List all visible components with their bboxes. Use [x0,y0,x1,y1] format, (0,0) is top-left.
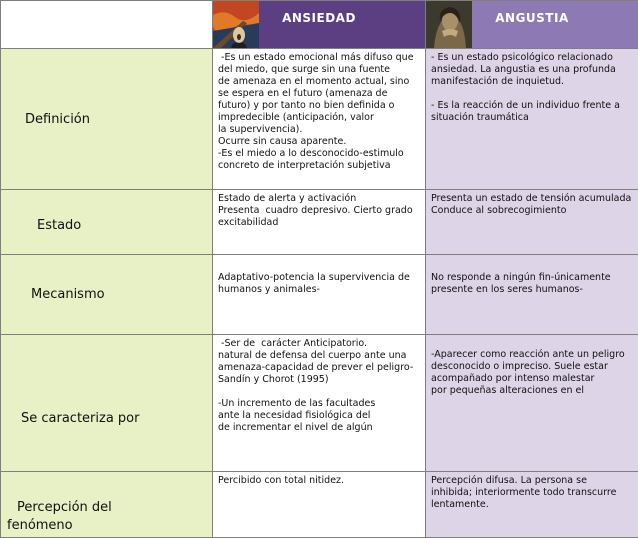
row-label-mecanismo: Mecanismo [1,255,213,335]
row-label-se-caracteriza-por: Se caracteriza por [1,335,213,472]
header-row [1,1,638,49]
cell-definicion-ansiedad: -Es un estado emocional más difuso que del miedo, que surge sin una fuente de amenaza en el momento actual, sino se espera en el futuro (amenaza de futuro) y por tanto no bien definida o impredecible (anticipación, valor la supervivencia). Ocurre sin causa aparente. -Es el miedo a lo desconocido-estimulo concreto de interpretación subjetiva [213,49,426,190]
cell-caracteriza-angustia: -Aparecer como reacción ante un peligro desconocido o impreciso. Suele estar acompañado por intenso malestar por pequeñas alteraciones en el [426,335,638,472]
row-label-definicion: Definición [1,49,213,190]
header-angustia [426,1,638,49]
table-row [1,190,638,255]
scream-painting-thumbnail [213,1,259,48]
row-label-estado: Estado [1,190,213,255]
cell-estado-ansiedad: Estado de alerta y activación Presenta cuadro depresivo. Cierto grado excitabilidad [213,190,426,255]
table-row [1,49,638,190]
cell-definicion-angustia: - Es un estado psicológico relacionado ansiedad. La angustia es una profunda manifestación de inquietud. - Es la reacción de un individuo frente a situación traumática [426,49,638,190]
header-angustia-label: ANGUSTIA [426,1,638,25]
cell-caracteriza-ansiedad: -Ser de carácter Anticipatorio. natural de defensa del cuerpo ante una amenaza-capacidad de prever el peligro- Sandín y Chorot (1995) -Un incremento de las facultades ante la necesidad fisiológica del de incrementar el nivel de algún [213,335,426,472]
cell-mecanismo-ansiedad: Adaptativo-potencia la supervivencia de humanos y animales- [213,255,426,335]
table-row [1,255,638,335]
cell-mecanismo-angustia: No responde a ningún fin-únicamente presente en los seres humanos- [426,255,638,335]
header-ansiedad-label: ANSIEDAD [213,1,425,25]
anguish-figure-thumbnail [426,1,472,48]
header-corner [1,1,213,49]
row-label-percepcion-line2: fenómeno [7,517,212,535]
header-ansiedad [213,1,426,49]
row-label-percepcion [1,472,213,538]
table-row [1,472,638,538]
cell-percepcion-angustia: Percepción difusa. La persona se inhibida; interiormente todo transcurre lentamente. [426,472,638,538]
table-row [1,335,638,472]
cell-estado-angustia: Presenta un estado de tensión acumulada Conduce al sobrecogimiento [426,190,638,255]
cell-percepcion-ansiedad: Percibido con total nitidez. [213,472,426,538]
row-label-percepcion-line1: Percepción del [7,499,212,517]
